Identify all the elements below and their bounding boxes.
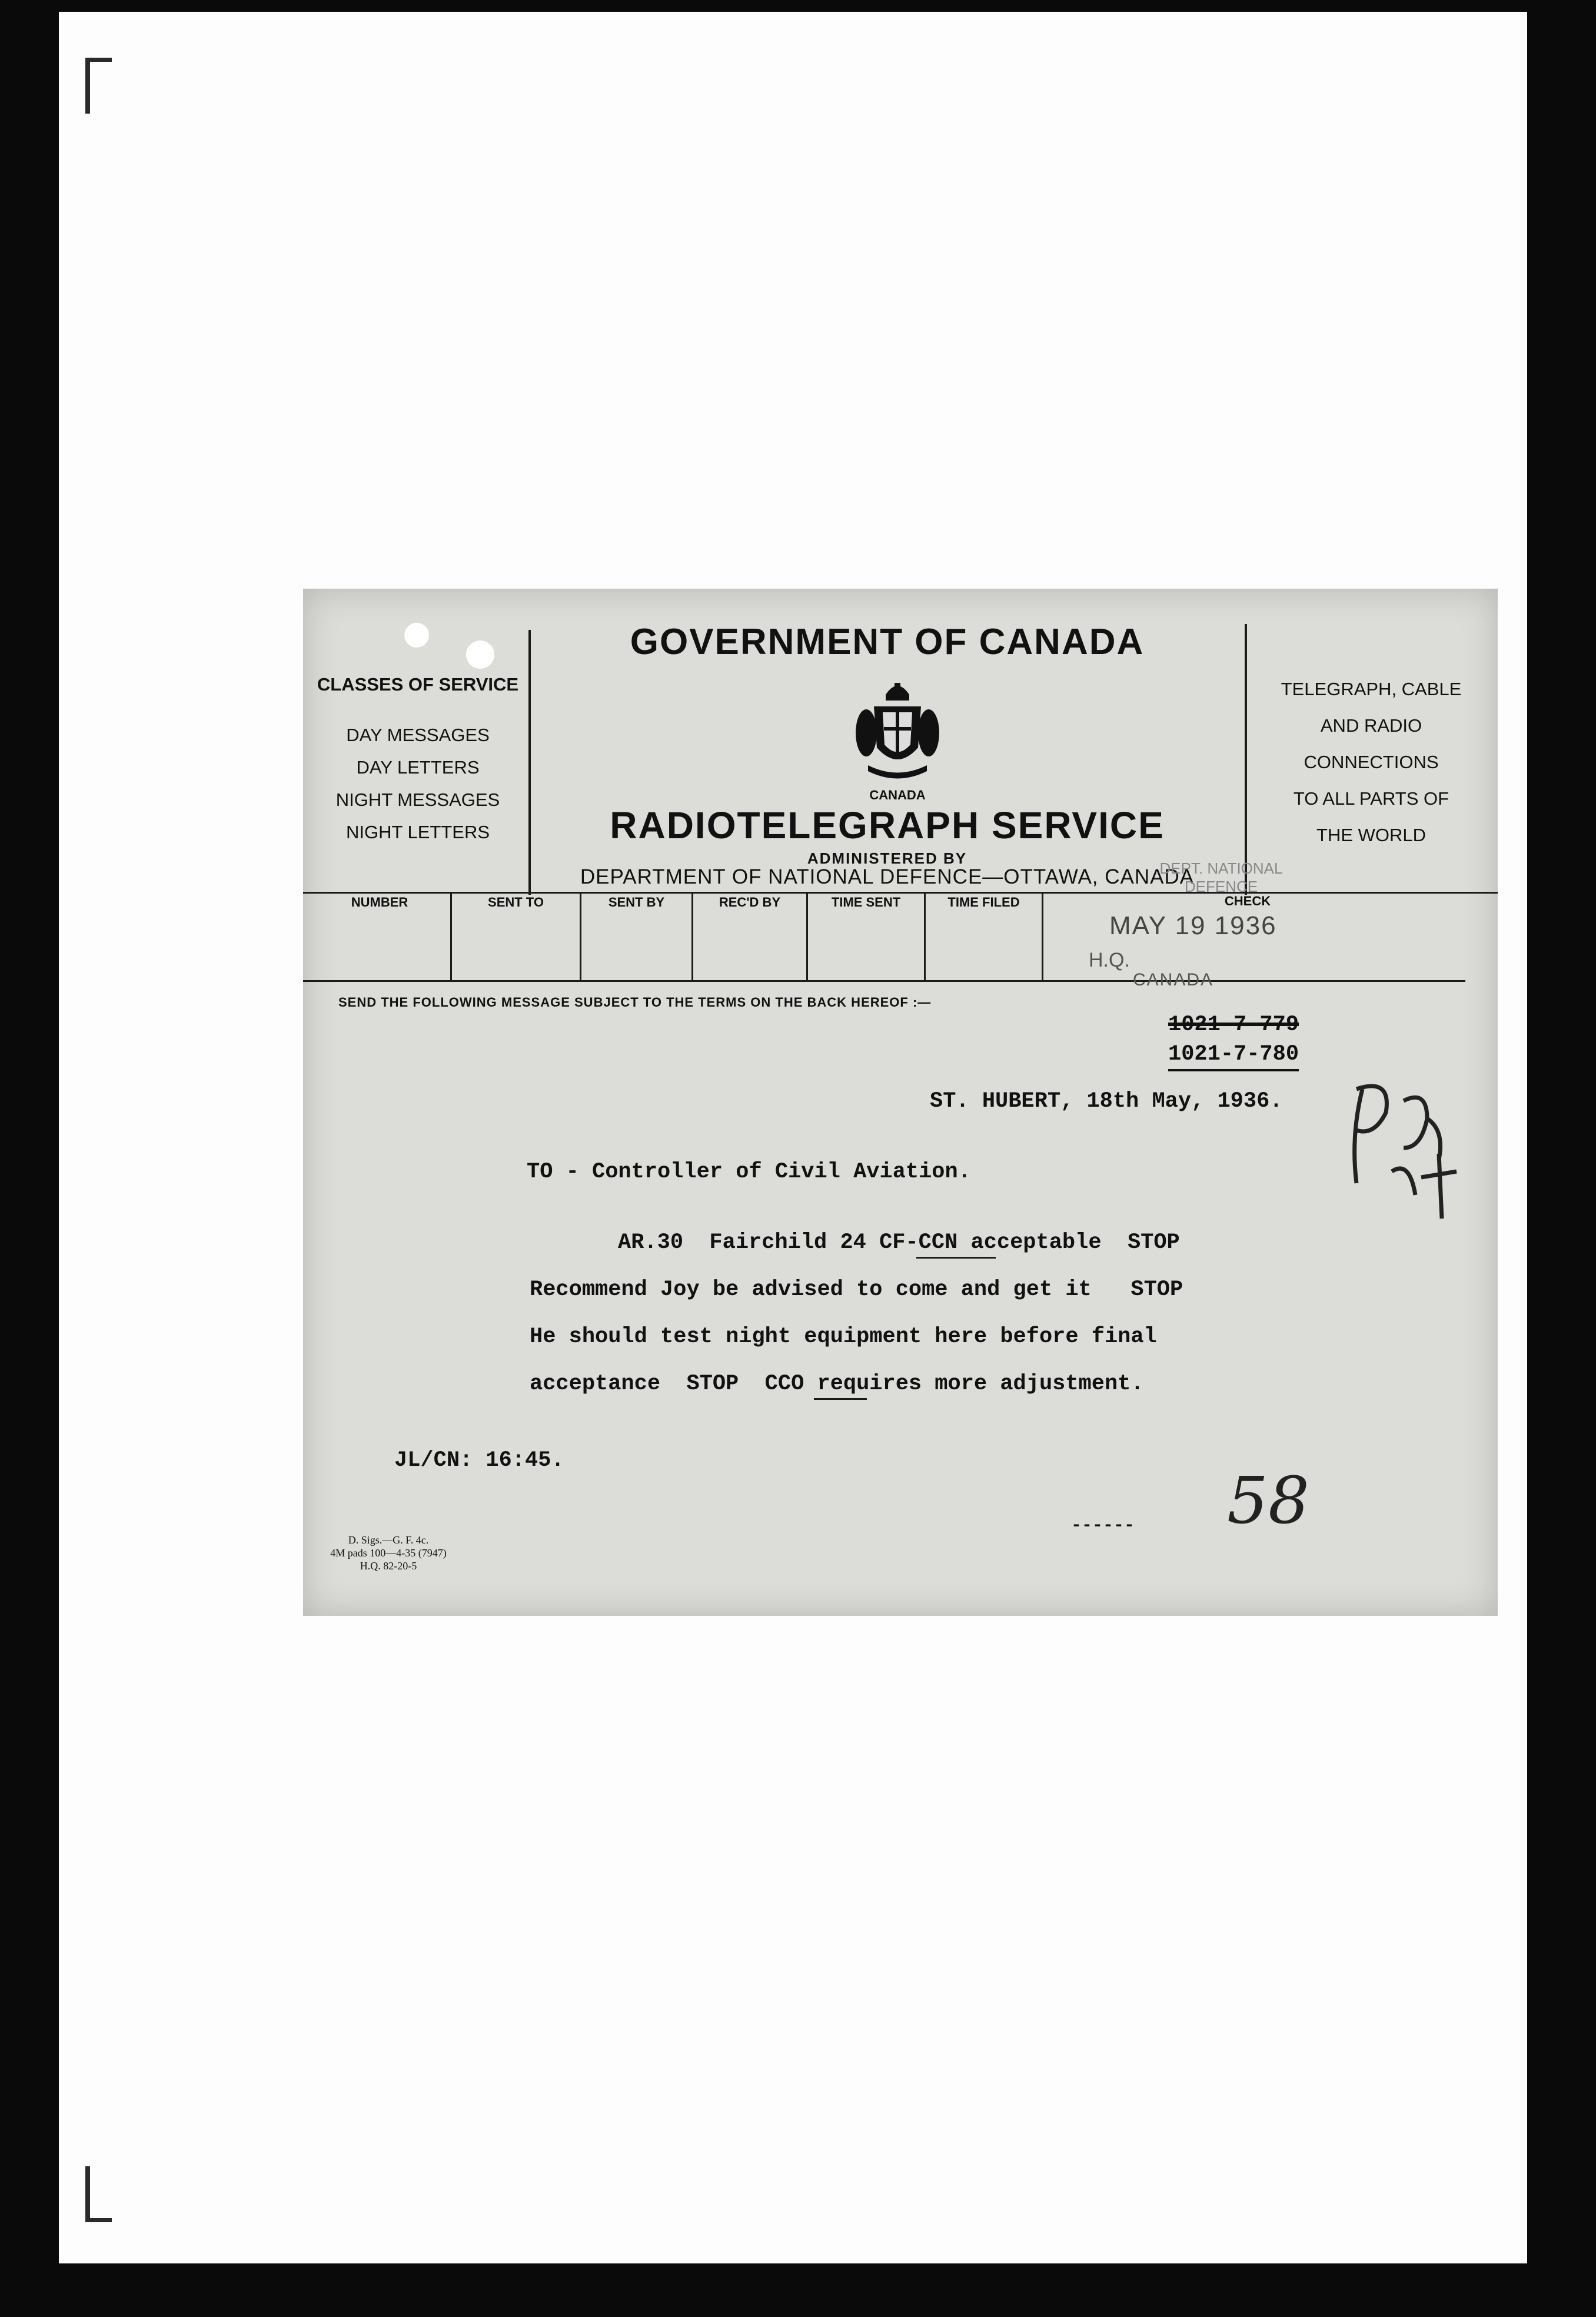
crop-mark-bottom-left-h [85, 2218, 112, 2222]
administered-by: ADMINISTERED BY [807, 849, 967, 867]
table-header: NUMBER [351, 895, 408, 909]
table-bottom-rule [303, 980, 1465, 982]
service-title: RADIOTELEGRAPH SERVICE [610, 804, 1165, 847]
message-line: He should test night equipment here before final [530, 1325, 1157, 1349]
class-item: DAY LETTERS [356, 757, 480, 778]
stamp-date: MAY 19 1936 [1109, 911, 1277, 940]
addressee: TO - Controller of Civil Aviation. [527, 1160, 971, 1184]
table-header: CHECK [1224, 894, 1271, 908]
form-code: 4M pads 100—4-35 (7947) [330, 1547, 447, 1559]
handwritten-initials-icon [1339, 1065, 1474, 1236]
table-header: TIME FILED [947, 895, 1020, 909]
connections-line: AND RADIO [1320, 715, 1422, 736]
table-header: SENT BY [608, 895, 665, 909]
crop-mark-top-left-h [85, 58, 112, 62]
crop-mark-bottom-left [85, 2166, 90, 2222]
stamp-hq: H.Q. [1089, 949, 1130, 971]
telegram-form [303, 589, 1498, 1616]
closing-dashes: ------ [1071, 1516, 1135, 1536]
file-number: 1021-7-780 [1168, 1042, 1299, 1071]
divider [528, 630, 531, 895]
crop-mark-top-left [85, 58, 90, 114]
message-line: AR.30 Fairchild 24 CF-CCN acceptable STOP [618, 1230, 1180, 1255]
stamp-country: CANADA [1133, 970, 1214, 990]
crest-label: CANADA [869, 788, 926, 802]
government-title: GOVERNMENT OF CANADA [630, 622, 1145, 662]
connections-line: THE WORLD [1316, 825, 1426, 845]
class-item: DAY MESSAGES [346, 725, 490, 745]
table-divider [1042, 892, 1043, 980]
class-item: NIGHT LETTERS [345, 822, 490, 842]
punch-hole [466, 640, 494, 669]
stamp-dept: DEPT. NATIONAL DEFENCE [1159, 859, 1283, 895]
table-top-rule [303, 892, 1498, 894]
struck-file-number: 1021-7-779 [1168, 1013, 1299, 1037]
terms-line: SEND THE FOLLOWING MESSAGE SUBJECT TO THE TERMS ON THE BACK HEREOF :— [338, 995, 932, 1010]
table-header: SENT TO [488, 895, 544, 909]
classes-heading: CLASSES OF SERVICE [317, 674, 519, 695]
connections-line: CONNECTIONS [1304, 752, 1439, 772]
table-header: REC'D BY [719, 895, 781, 909]
message-line: Recommend Joy be advised to come and get it STOP [530, 1277, 1183, 1302]
royal-crest-icon [853, 677, 942, 786]
divider [1245, 624, 1247, 895]
punch-hole [404, 623, 429, 648]
underline [916, 1257, 996, 1259]
classes-of-service [315, 674, 521, 848]
class-item: NIGHT MESSAGES [335, 789, 500, 810]
signature-code: JL/CN: 16:45. [394, 1448, 564, 1473]
form-code: D. Sigs.—G. F. 4c. [348, 1534, 429, 1546]
place-date: ST. HUBERT, 18th May, 1936. [930, 1089, 1283, 1114]
underline [814, 1398, 867, 1400]
connections-line: TELEGRAPH, CABLE [1281, 679, 1462, 699]
connections-line: TO ALL PARTS OF [1293, 788, 1449, 809]
form-codes [327, 1533, 450, 1572]
connections-notice [1248, 671, 1495, 854]
message-line: acceptance STOP CCO requires more adjustment. [530, 1372, 1144, 1396]
form-code: H.Q. 82-20-5 [360, 1560, 417, 1572]
department-line: DEPARTMENT OF NATIONAL DEFENCE—OTTAWA, CANADA [580, 865, 1195, 888]
handwritten-page-number: 58 [1227, 1463, 1309, 1538]
table-header: TIME SENT [831, 895, 901, 909]
